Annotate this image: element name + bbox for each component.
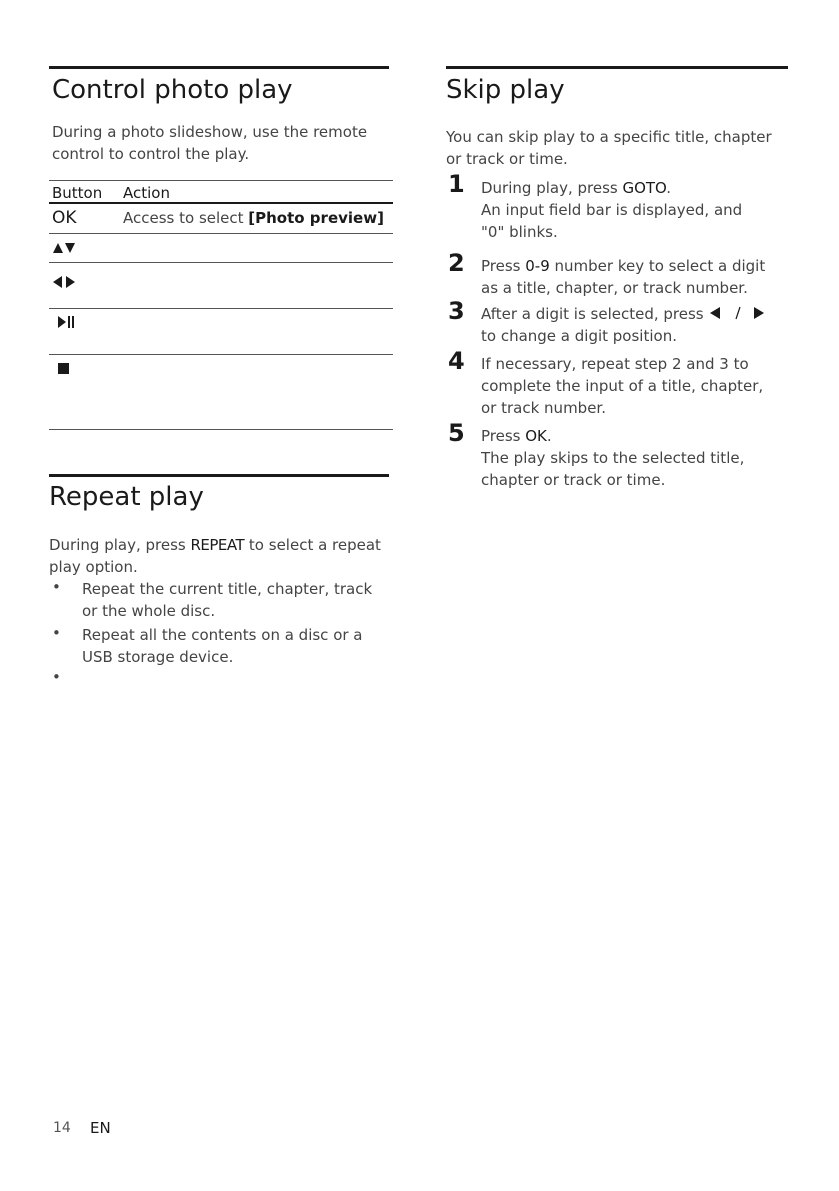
goto-key: GOTO (622, 179, 667, 197)
heading-control-photo-play: Control photo play (52, 75, 293, 105)
page-number: 14 (53, 1120, 71, 1136)
bullet-dot: • (52, 668, 61, 686)
section-rule-skip (446, 66, 788, 69)
left-right-arrows-icon (52, 274, 76, 290)
step-5-sub: The play skips to the selected title, chapter or track or time. (481, 449, 745, 489)
step-number: 2 (448, 249, 465, 277)
row-ok-action (123, 209, 384, 227)
table-top-rule (49, 180, 393, 181)
repeat-bullet-2: Repeat all the contents on a disc or a USB storage device. (82, 626, 363, 666)
step-5-prefix: Press (481, 427, 526, 445)
step-1-sub: An input field bar is displayed, and "0" blinks. (481, 201, 743, 241)
step-1-text (481, 177, 781, 199)
step-3-text (481, 303, 781, 347)
table-header-rule (49, 202, 393, 204)
step-4-text: If necessary, repeat step 2 and 3 to complete the input of a title, chapter, or track number. (481, 355, 764, 417)
step-number: 3 (448, 297, 465, 325)
step-2-text (481, 255, 781, 299)
digit-key: 0-9 (525, 257, 550, 275)
table-bottom-rule (49, 429, 393, 430)
row-ok-action-prefix: Access to select (123, 209, 249, 227)
skip-intro: You can skip play to a specific title, chapter or track or time. (446, 128, 772, 168)
row-ok-action-bold: [Photo preview] (248, 209, 384, 227)
play-pause-icon (56, 314, 80, 330)
section-rule-repeat (49, 474, 389, 477)
step-3-suffix: to change a digit position. (481, 327, 677, 345)
row-divider (49, 308, 393, 309)
step-number: 1 (448, 170, 465, 198)
repeat-intro-suffix: to select a repeat play option. (49, 536, 381, 576)
up-down-arrows-icon (52, 240, 76, 256)
step-5-text (481, 425, 781, 447)
heading-skip-play: Skip play (446, 75, 565, 105)
bullet-dot: • (52, 578, 61, 596)
section-rule-photo (49, 66, 389, 69)
step-1-suffix: . (666, 179, 672, 197)
left-right-arrow-keys-icon (708, 306, 766, 320)
table-header-button: Button (52, 184, 103, 202)
step-2-prefix: Press (481, 257, 526, 275)
photo-intro: During a photo slideshow, use the remote control to control the play. (52, 123, 368, 163)
heading-repeat-play: Repeat play (49, 482, 204, 512)
repeat-intro (49, 534, 384, 578)
step-number: 5 (448, 419, 465, 447)
step-2-suffix: number key to select a digit as a title, chapter, or track number. (481, 257, 766, 297)
row-divider (49, 354, 393, 355)
step-3-prefix: After a digit is selected, press (481, 305, 709, 323)
step-5-suffix: . (546, 427, 552, 445)
bullet-dot: • (52, 624, 61, 642)
step-1-prefix: During play, press (481, 179, 623, 197)
step-number: 4 (448, 347, 465, 375)
table-header-action: Action (123, 184, 170, 202)
row-divider (49, 262, 393, 263)
repeat-intro-prefix: During play, press (49, 536, 191, 554)
row-ok-button: OK (52, 208, 77, 228)
stop-icon (56, 361, 80, 377)
language-code: EN (90, 1119, 111, 1137)
repeat-key: REPEAT (190, 536, 245, 554)
row-divider (49, 233, 393, 234)
repeat-bullet-1: Repeat the current title, chapter, track or the whole disc. (82, 580, 373, 620)
ok-key: OK (525, 427, 547, 445)
